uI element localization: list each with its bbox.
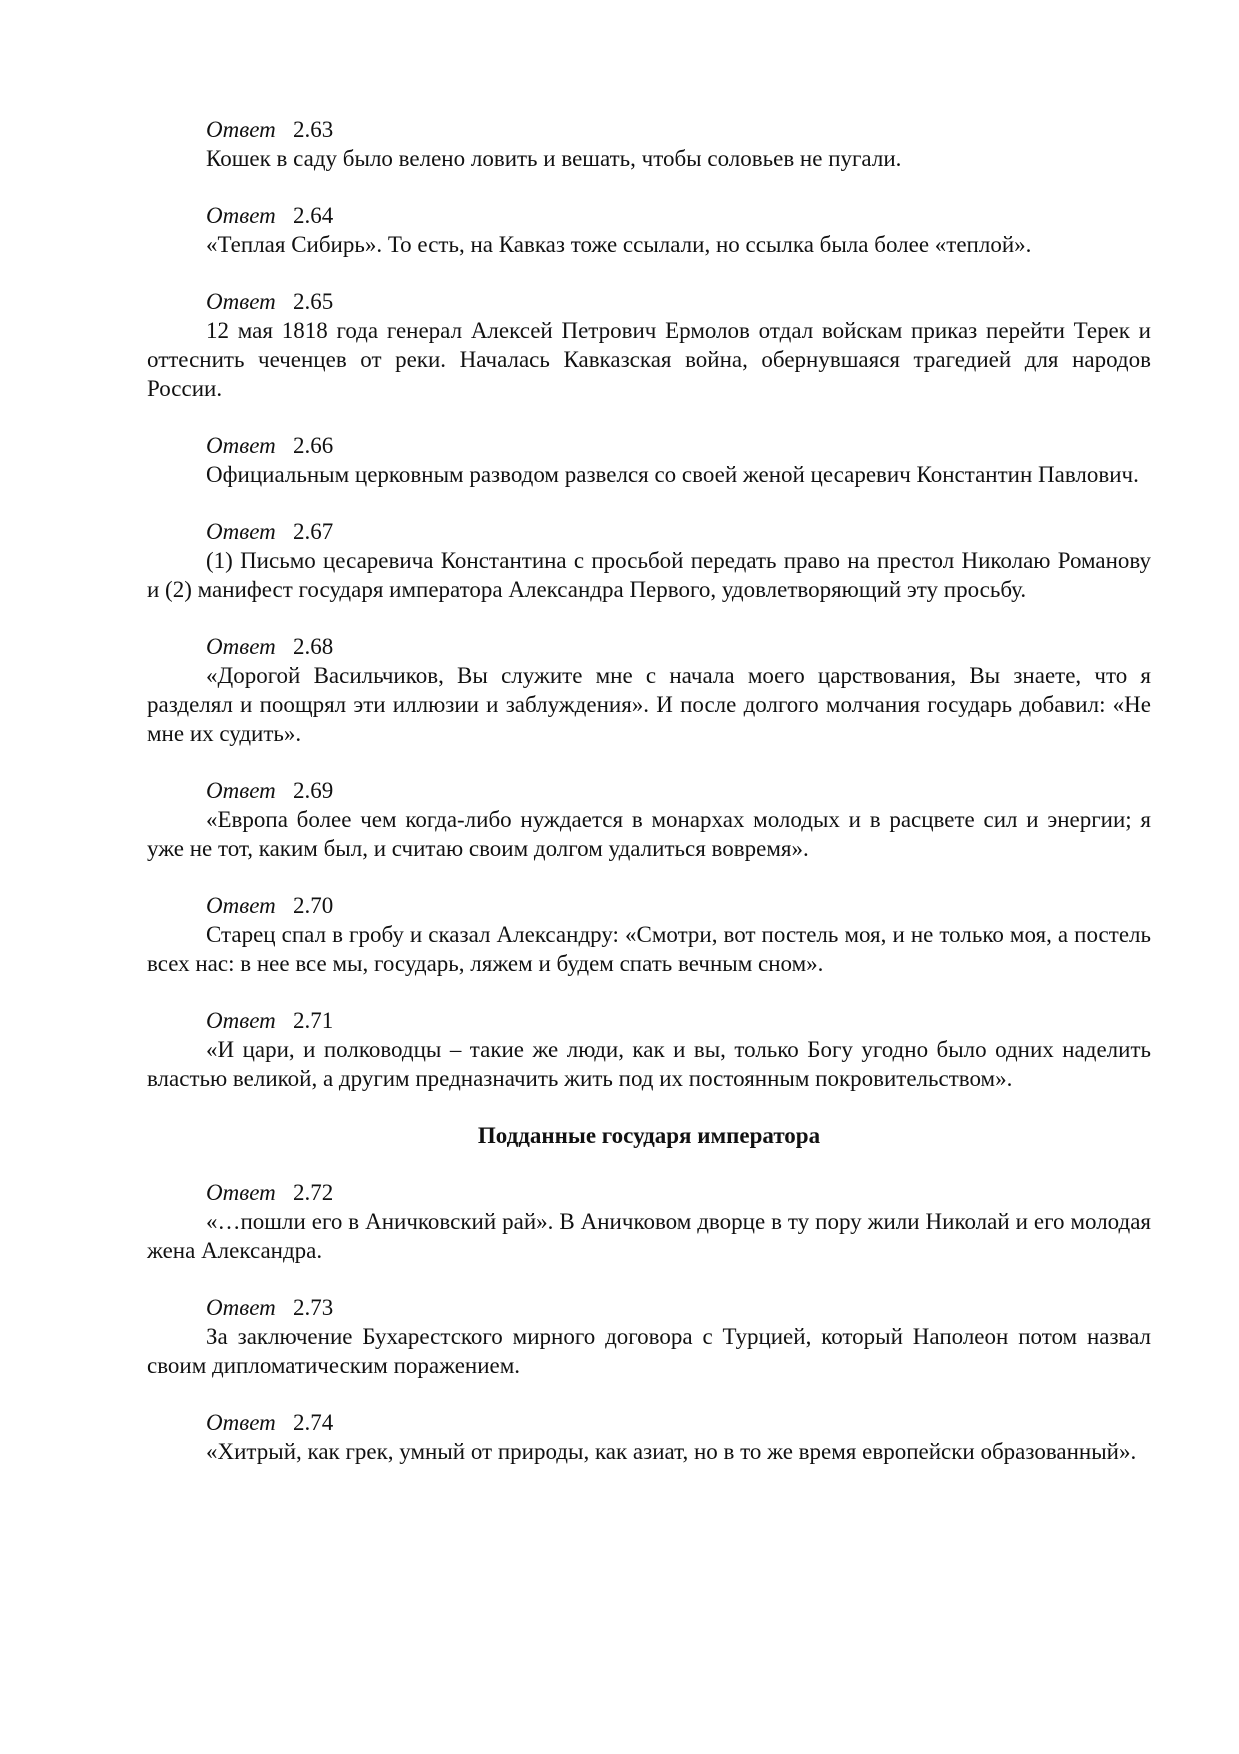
answer-word: Ответ	[206, 778, 276, 803]
answer-block	[147, 776, 1151, 863]
section-heading: Подданные государя императора	[477, 1123, 821, 1148]
answer-text: «…пошли его в Аничковский рай». В Аничковом дворце в ту пору жили Николай и его молодая жена Александра.	[147, 1209, 1151, 1263]
answers-group-after	[147, 1178, 1151, 1466]
answer-number: 2.71	[292, 1008, 334, 1033]
answer-block	[147, 1006, 1151, 1093]
answer-number: 2.69	[292, 778, 334, 803]
answer-text: Официальным церковным разводом развелся со своей женой цесаревич Константин Павлович.	[206, 462, 1139, 487]
answer-word: Ответ	[206, 519, 276, 544]
answer-word: Ответ	[206, 433, 276, 458]
answer-label	[147, 115, 1151, 144]
answer-number: 2.72	[292, 1180, 334, 1205]
answer-word: Ответ	[206, 1180, 276, 1205]
answer-text: Старец спал в гробу и сказал Александру: «Смотри, вот постель моя, и не только моя, а постель всех нас: в нее все мы, государь, ляжем и будем спать вечным сном».	[147, 922, 1151, 976]
answer-label	[147, 891, 1151, 920]
answer-block	[147, 891, 1151, 978]
answer-label	[147, 201, 1151, 230]
answer-word: Ответ	[206, 289, 276, 314]
answer-word: Ответ	[206, 203, 276, 228]
answer-label	[147, 517, 1151, 546]
answer-label	[147, 1006, 1151, 1035]
answer-number: 2.65	[292, 289, 334, 314]
answer-text: «Хитрый, как грек, умный от природы, как азиат, но в то же время европейски образованный».	[206, 1439, 1137, 1464]
answer-word: Ответ	[206, 1295, 276, 1320]
answer-number: 2.68	[292, 634, 334, 659]
answer-block	[147, 115, 1151, 173]
answer-text: «Теплая Сибирь». То есть, на Кавказ тоже ссылали, но ссылка была более «теплой».	[206, 232, 1032, 257]
document-page	[147, 115, 1151, 1494]
answer-number: 2.67	[292, 519, 334, 544]
answer-number: 2.73	[292, 1295, 334, 1320]
answer-block	[147, 1408, 1151, 1466]
answer-number: 2.66	[292, 433, 334, 458]
answer-label	[147, 632, 1151, 661]
answer-block	[147, 201, 1151, 259]
answer-text: «Европа более чем когда-либо нуждается в монархах молодых и в расцвете сил и энергии; я уже не тот, каким был, и считаю своим долгом удалиться вовремя».	[147, 807, 1151, 861]
answer-number: 2.63	[292, 117, 334, 142]
answer-number: 2.64	[292, 203, 334, 228]
answer-text: «Дорогой Васильчиков, Вы служите мне с начала моего царствования, Вы знаете, что я разделял и поощрял эти иллюзии и заблуждения». И после долгого молчания государь добавил: «Не мне их судить».	[147, 663, 1151, 746]
answer-block	[147, 517, 1151, 604]
answer-text: 12 мая 1818 года генерал Алексей Петрович Ермолов отдал войскам приказ перейти Терек и оттеснить чеченцев от реки. Началась Кавказская война, обернувшаяся трагедией для народов России.	[147, 318, 1151, 401]
answer-word: Ответ	[206, 893, 276, 918]
answer-text: (1) Письмо цесаревича Константина с просьбой передать право на престол Николаю Романову и (2) манифест государя императора Александра Первого, удовлетворяющий эту просьбу.	[147, 548, 1151, 602]
answer-block	[147, 287, 1151, 403]
answer-label	[147, 1408, 1151, 1437]
answer-text: Кошек в саду было велено ловить и вешать, чтобы соловьев не пугали.	[206, 146, 902, 171]
answer-text: За заключение Бухарестского мирного договора с Турцией, который Наполеон потом назвал своим дипломатическим поражением.	[147, 1324, 1151, 1378]
answer-block	[147, 1293, 1151, 1380]
answer-word: Ответ	[206, 634, 276, 659]
answer-word: Ответ	[206, 1008, 276, 1033]
answer-text: «И цари, и полководцы – такие же люди, как и вы, только Богу угодно было одних наделить властью великой, а другим предназначить жить под их постоянным покровительством».	[147, 1037, 1151, 1091]
answer-label	[147, 1293, 1151, 1322]
answer-block	[147, 431, 1151, 489]
answer-number: 2.74	[292, 1410, 334, 1435]
answer-block	[147, 1178, 1151, 1265]
answer-block	[147, 632, 1151, 748]
answer-word: Ответ	[206, 117, 276, 142]
answer-label	[147, 431, 1151, 460]
answer-word: Ответ	[206, 1410, 276, 1435]
answer-label	[147, 1178, 1151, 1207]
answer-label	[147, 776, 1151, 805]
answers-group-before	[147, 115, 1151, 1093]
answer-number: 2.70	[292, 893, 334, 918]
answer-label	[147, 287, 1151, 316]
